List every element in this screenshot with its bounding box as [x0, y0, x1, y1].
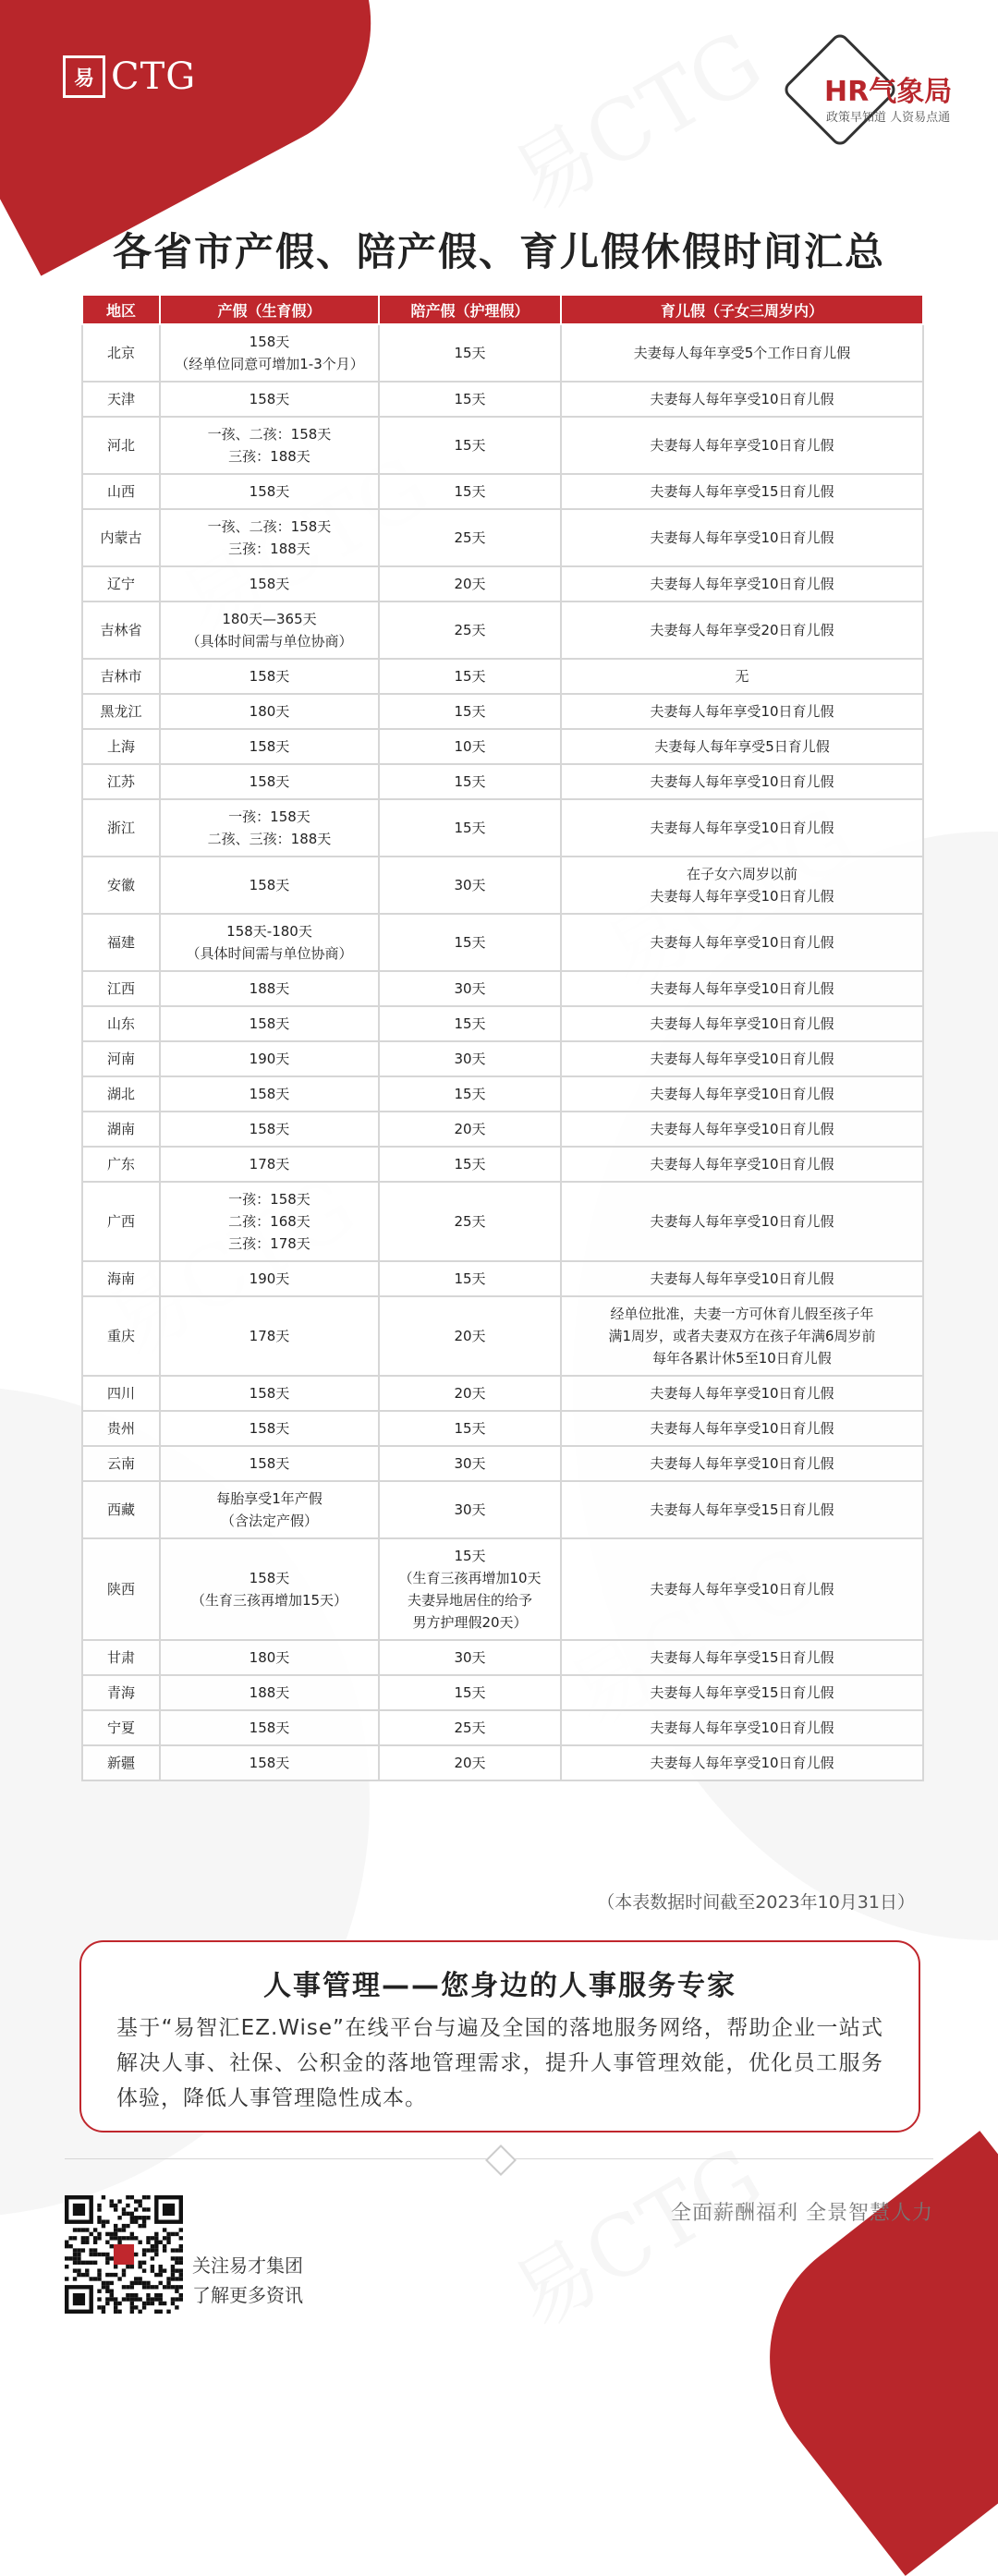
- maternity-leave-cell: 180天: [160, 694, 379, 729]
- maternity-leave-cell: 158天: [160, 1376, 379, 1411]
- paternity-leave-cell: 15天: [379, 1147, 561, 1182]
- qr-code[interactable]: [65, 2195, 183, 2314]
- region-cell: 吉林省: [82, 601, 160, 659]
- column-header-maternity: 产假（生育假）: [160, 295, 379, 324]
- table-row: [82, 601, 923, 659]
- parental-leave-cell: 夫妻每人每年享受10日育儿假: [561, 566, 923, 601]
- table-row: [82, 971, 923, 1006]
- paternity-leave-cell: 15天: [379, 1076, 561, 1112]
- table-row: [82, 1182, 923, 1261]
- table-row: [82, 764, 923, 799]
- table-row: [82, 1481, 923, 1538]
- region-cell: 内蒙古: [82, 509, 160, 566]
- maternity-leave-cell: 158天: [160, 382, 379, 417]
- table-row: [82, 1041, 923, 1076]
- paternity-leave-cell: 15天 （生育三孩再增加10天 夫妻异地居住的给予 男方护理假20天）: [379, 1538, 561, 1640]
- region-cell: 天津: [82, 382, 160, 417]
- region-cell: 云南: [82, 1446, 160, 1481]
- table-row: [82, 914, 923, 971]
- paternity-leave-cell: 20天: [379, 566, 561, 601]
- paternity-leave-cell: 15天: [379, 799, 561, 857]
- region-cell: 辽宁: [82, 566, 160, 601]
- maternity-leave-cell: 190天: [160, 1261, 379, 1296]
- maternity-leave-cell: 一孩、二孩：158天 三孩：188天: [160, 509, 379, 566]
- paternity-leave-cell: 25天: [379, 509, 561, 566]
- promo-box: [79, 1940, 920, 2132]
- table-header-row: [82, 295, 923, 324]
- maternity-leave-cell: 158天: [160, 1446, 379, 1481]
- parental-leave-cell: 夫妻每人每年享受15日育儿假: [561, 1640, 923, 1675]
- hr-weather-badge: [785, 37, 953, 139]
- table-row: [82, 566, 923, 601]
- paternity-leave-cell: 15天: [379, 659, 561, 694]
- parental-leave-cell: 夫妻每人每年享受10日育儿假: [561, 799, 923, 857]
- maternity-leave-cell: 158天: [160, 566, 379, 601]
- parental-leave-cell: 夫妻每人每年享受15日育儿假: [561, 474, 923, 509]
- parental-leave-cell: 夫妻每人每年享受5日育儿假: [561, 729, 923, 764]
- region-cell: 湖北: [82, 1076, 160, 1112]
- paternity-leave-cell: 30天: [379, 1446, 561, 1481]
- maternity-leave-cell: 188天: [160, 971, 379, 1006]
- table-row: [82, 1675, 923, 1710]
- qr-caption: [192, 2251, 303, 2310]
- paternity-leave-cell: 30天: [379, 971, 561, 1006]
- table-row: [82, 1710, 923, 1745]
- table-row: [82, 1006, 923, 1041]
- table-row: [82, 729, 923, 764]
- region-cell: 贵州: [82, 1411, 160, 1446]
- paternity-leave-cell: 25天: [379, 601, 561, 659]
- region-cell: 重庆: [82, 1296, 160, 1376]
- region-cell: 陕西: [82, 1538, 160, 1640]
- table-row: [82, 1446, 923, 1481]
- paternity-leave-cell: 30天: [379, 1041, 561, 1076]
- paternity-leave-cell: 15天: [379, 914, 561, 971]
- table-row: [82, 1745, 923, 1780]
- paternity-leave-cell: 15天: [379, 382, 561, 417]
- maternity-leave-cell: 178天: [160, 1296, 379, 1376]
- region-cell: 福建: [82, 914, 160, 971]
- maternity-leave-cell: 158天: [160, 1006, 379, 1041]
- footer-slogan: 全面薪酬福利 全景智慧人力: [671, 2202, 933, 2225]
- leave-table: [81, 294, 924, 1781]
- parental-leave-cell: 夫妻每人每年享受5个工作日育儿假: [561, 324, 923, 382]
- table-row: [82, 659, 923, 694]
- parental-leave-cell: 夫妻每人每年享受10日育儿假: [561, 417, 923, 474]
- table-row: [82, 799, 923, 857]
- region-cell: 新疆: [82, 1745, 160, 1780]
- parental-leave-cell: 夫妻每人每年享受10日育儿假: [561, 1411, 923, 1446]
- maternity-leave-cell: 一孩、二孩：158天 三孩：188天: [160, 417, 379, 474]
- maternity-leave-cell: 158天: [160, 1710, 379, 1745]
- parental-leave-cell: 夫妻每人每年享受20日育儿假: [561, 601, 923, 659]
- region-cell: 河北: [82, 417, 160, 474]
- table-row: [82, 1538, 923, 1640]
- maternity-leave-cell: 190天: [160, 1041, 379, 1076]
- table-row: [82, 324, 923, 382]
- maternity-leave-cell: 180天: [160, 1640, 379, 1675]
- paternity-leave-cell: 15天: [379, 1006, 561, 1041]
- table-row: [82, 1076, 923, 1112]
- parental-leave-cell: 夫妻每人每年享受10日育儿假: [561, 1261, 923, 1296]
- region-cell: 黑龙江: [82, 694, 160, 729]
- promo-body: 基于“易智汇EZ.Wise”在线平台与遍及全国的落地服务网络，帮助企业一站式解决人事、社保、公积金的落地管理需求，提升人事管理效能，优化员工服务体验，降低人事管理隐性成本。: [116, 2016, 883, 2110]
- maternity-leave-cell: 158天: [160, 1112, 379, 1147]
- paternity-leave-cell: 15天: [379, 417, 561, 474]
- paternity-leave-cell: 20天: [379, 1376, 561, 1411]
- maternity-leave-cell: 158天 （经单位同意可增加1-3个月）: [160, 324, 379, 382]
- table-row: [82, 694, 923, 729]
- maternity-leave-cell: 158天: [160, 1745, 379, 1780]
- maternity-leave-cell: 158天: [160, 659, 379, 694]
- ctg-logo-mark: 易: [63, 55, 105, 98]
- watermark: [487, 2112, 780, 2351]
- region-cell: 河南: [82, 1041, 160, 1076]
- parental-leave-cell: 夫妻每人每年享受10日育儿假: [561, 1745, 923, 1780]
- region-cell: 湖南: [82, 1112, 160, 1147]
- paternity-leave-cell: 15天: [379, 1411, 561, 1446]
- region-cell: 江苏: [82, 764, 160, 799]
- table-row: [82, 509, 923, 566]
- paternity-leave-cell: 15天: [379, 694, 561, 729]
- column-header-paternity: 陪产假（护理假）: [379, 295, 561, 324]
- region-cell: 山西: [82, 474, 160, 509]
- table-row: [82, 382, 923, 417]
- parental-leave-cell: 夫妻每人每年享受10日育儿假: [561, 1710, 923, 1745]
- maternity-leave-cell: 158天: [160, 857, 379, 914]
- maternity-leave-cell: 158天: [160, 1076, 379, 1112]
- ctg-logo-text: CTG: [111, 55, 197, 98]
- promo-title: 人事管理——您身边的人事服务专家: [263, 1970, 736, 2002]
- leave-table-container: [81, 294, 915, 1781]
- region-cell: 海南: [82, 1261, 160, 1296]
- parental-leave-cell: 夫妻每人每年享受10日育儿假: [561, 971, 923, 1006]
- badge-subtitle: 政策早知道 人资易点通: [826, 111, 951, 125]
- paternity-leave-cell: 15天: [379, 764, 561, 799]
- table-body: [82, 324, 923, 1780]
- paternity-leave-cell: 30天: [379, 1640, 561, 1675]
- paternity-leave-cell: 25天: [379, 1182, 561, 1261]
- diamond-icon: [485, 2145, 517, 2176]
- table-row: [82, 417, 923, 474]
- parental-leave-cell: 夫妻每人每年享受10日育儿假: [561, 1112, 923, 1147]
- region-cell: 安徽: [82, 857, 160, 914]
- paternity-leave-cell: 20天: [379, 1296, 561, 1376]
- region-cell: 江西: [82, 971, 160, 1006]
- parental-leave-cell: 夫妻每人每年享受10日育儿假: [561, 1182, 923, 1261]
- maternity-leave-cell: 一孩：158天 二孩、三孩：188天: [160, 799, 379, 857]
- parental-leave-cell: 经单位批准，夫妻一方可休育儿假至孩子年 满1周岁，或者夫妻双方在孩子年满6周岁前 每年各累计休5至10日育儿假: [561, 1296, 923, 1376]
- region-cell: 青海: [82, 1675, 160, 1710]
- region-cell: 四川: [82, 1376, 160, 1411]
- paternity-leave-cell: 25天: [379, 1710, 561, 1745]
- paternity-leave-cell: 15天: [379, 474, 561, 509]
- maternity-leave-cell: 158天 （生育三孩再增加15天）: [160, 1538, 379, 1640]
- paternity-leave-cell: 15天: [379, 1261, 561, 1296]
- paternity-leave-cell: 10天: [379, 729, 561, 764]
- table-row: [82, 1112, 923, 1147]
- parental-leave-cell: 夫妻每人每年享受10日育儿假: [561, 764, 923, 799]
- region-cell: 西藏: [82, 1481, 160, 1538]
- parental-leave-cell: 夫妻每人每年享受15日育儿假: [561, 1481, 923, 1538]
- table-row: [82, 1376, 923, 1411]
- paternity-leave-cell: 15天: [379, 1675, 561, 1710]
- data-cutoff-note: （本表数据时间截至2023年10月31日）: [597, 1892, 915, 1913]
- region-cell: 吉林市: [82, 659, 160, 694]
- paternity-leave-cell: 20天: [379, 1112, 561, 1147]
- maternity-leave-cell: 158天: [160, 474, 379, 509]
- table-row: [82, 1147, 923, 1182]
- parental-leave-cell: 在子女六周岁以前 夫妻每人每年享受10日育儿假: [561, 857, 923, 914]
- region-cell: 宁夏: [82, 1710, 160, 1745]
- table-row: [82, 1411, 923, 1446]
- maternity-leave-cell: 158天-180天 （具体时间需与单位协商）: [160, 914, 379, 971]
- badge-title: HR气象局: [824, 76, 953, 108]
- region-cell: 甘肃: [82, 1640, 160, 1675]
- parental-leave-cell: 夫妻每人每年享受10日育儿假: [561, 509, 923, 566]
- parental-leave-cell: 夫妻每人每年享受10日育儿假: [561, 382, 923, 417]
- table-row: [82, 474, 923, 509]
- paternity-leave-cell: 20天: [379, 1745, 561, 1780]
- parental-leave-cell: 夫妻每人每年享受10日育儿假: [561, 914, 923, 971]
- column-header-parental: 育儿假（子女三周岁内）: [561, 295, 923, 324]
- paternity-leave-cell: 15天: [379, 324, 561, 382]
- qr-caption-line1: 关注易才集团: [192, 2254, 303, 2277]
- parental-leave-cell: 夫妻每人每年享受10日育儿假: [561, 1006, 923, 1041]
- parental-leave-cell: 夫妻每人每年享受10日育儿假: [561, 1147, 923, 1182]
- region-cell: 山东: [82, 1006, 160, 1041]
- maternity-leave-cell: 158天: [160, 764, 379, 799]
- maternity-leave-cell: 158天: [160, 729, 379, 764]
- parental-leave-cell: 无: [561, 659, 923, 694]
- maternity-leave-cell: 188天: [160, 1675, 379, 1710]
- table-row: [82, 857, 923, 914]
- qr-caption-line2: 了解更多资讯: [192, 2284, 303, 2306]
- page-title: 各省市产假、陪产假、育儿假休假时间汇总: [112, 229, 885, 274]
- parental-leave-cell: 夫妻每人每年享受10日育儿假: [561, 1076, 923, 1112]
- parental-leave-cell: 夫妻每人每年享受10日育儿假: [561, 1376, 923, 1411]
- paternity-leave-cell: 30天: [379, 1481, 561, 1538]
- paternity-leave-cell: 30天: [379, 857, 561, 914]
- region-cell: 上海: [82, 729, 160, 764]
- table-row: [82, 1261, 923, 1296]
- maternity-leave-cell: 158天: [160, 1411, 379, 1446]
- parental-leave-cell: 夫妻每人每年享受10日育儿假: [561, 1538, 923, 1640]
- maternity-leave-cell: 一孩：158天 二孩：168天 三孩：178天: [160, 1182, 379, 1261]
- ctg-logo: [63, 55, 196, 98]
- parental-leave-cell: 夫妻每人每年享受15日育儿假: [561, 1675, 923, 1710]
- table-row: [82, 1640, 923, 1675]
- table-row: [82, 1296, 923, 1376]
- column-header-region: 地区: [82, 295, 160, 324]
- region-cell: 北京: [82, 324, 160, 382]
- maternity-leave-cell: 178天: [160, 1147, 379, 1182]
- region-cell: 浙江: [82, 799, 160, 857]
- region-cell: 广西: [82, 1182, 160, 1261]
- region-cell: 广东: [82, 1147, 160, 1182]
- maternity-leave-cell: 每胎享受1年产假 （含法定产假）: [160, 1481, 379, 1538]
- parental-leave-cell: 夫妻每人每年享受10日育儿假: [561, 1446, 923, 1481]
- parental-leave-cell: 夫妻每人每年享受10日育儿假: [561, 694, 923, 729]
- watermark: [487, 0, 780, 235]
- maternity-leave-cell: 180天—365天 （具体时间需与单位协商）: [160, 601, 379, 659]
- parental-leave-cell: 夫妻每人每年享受10日育儿假: [561, 1041, 923, 1076]
